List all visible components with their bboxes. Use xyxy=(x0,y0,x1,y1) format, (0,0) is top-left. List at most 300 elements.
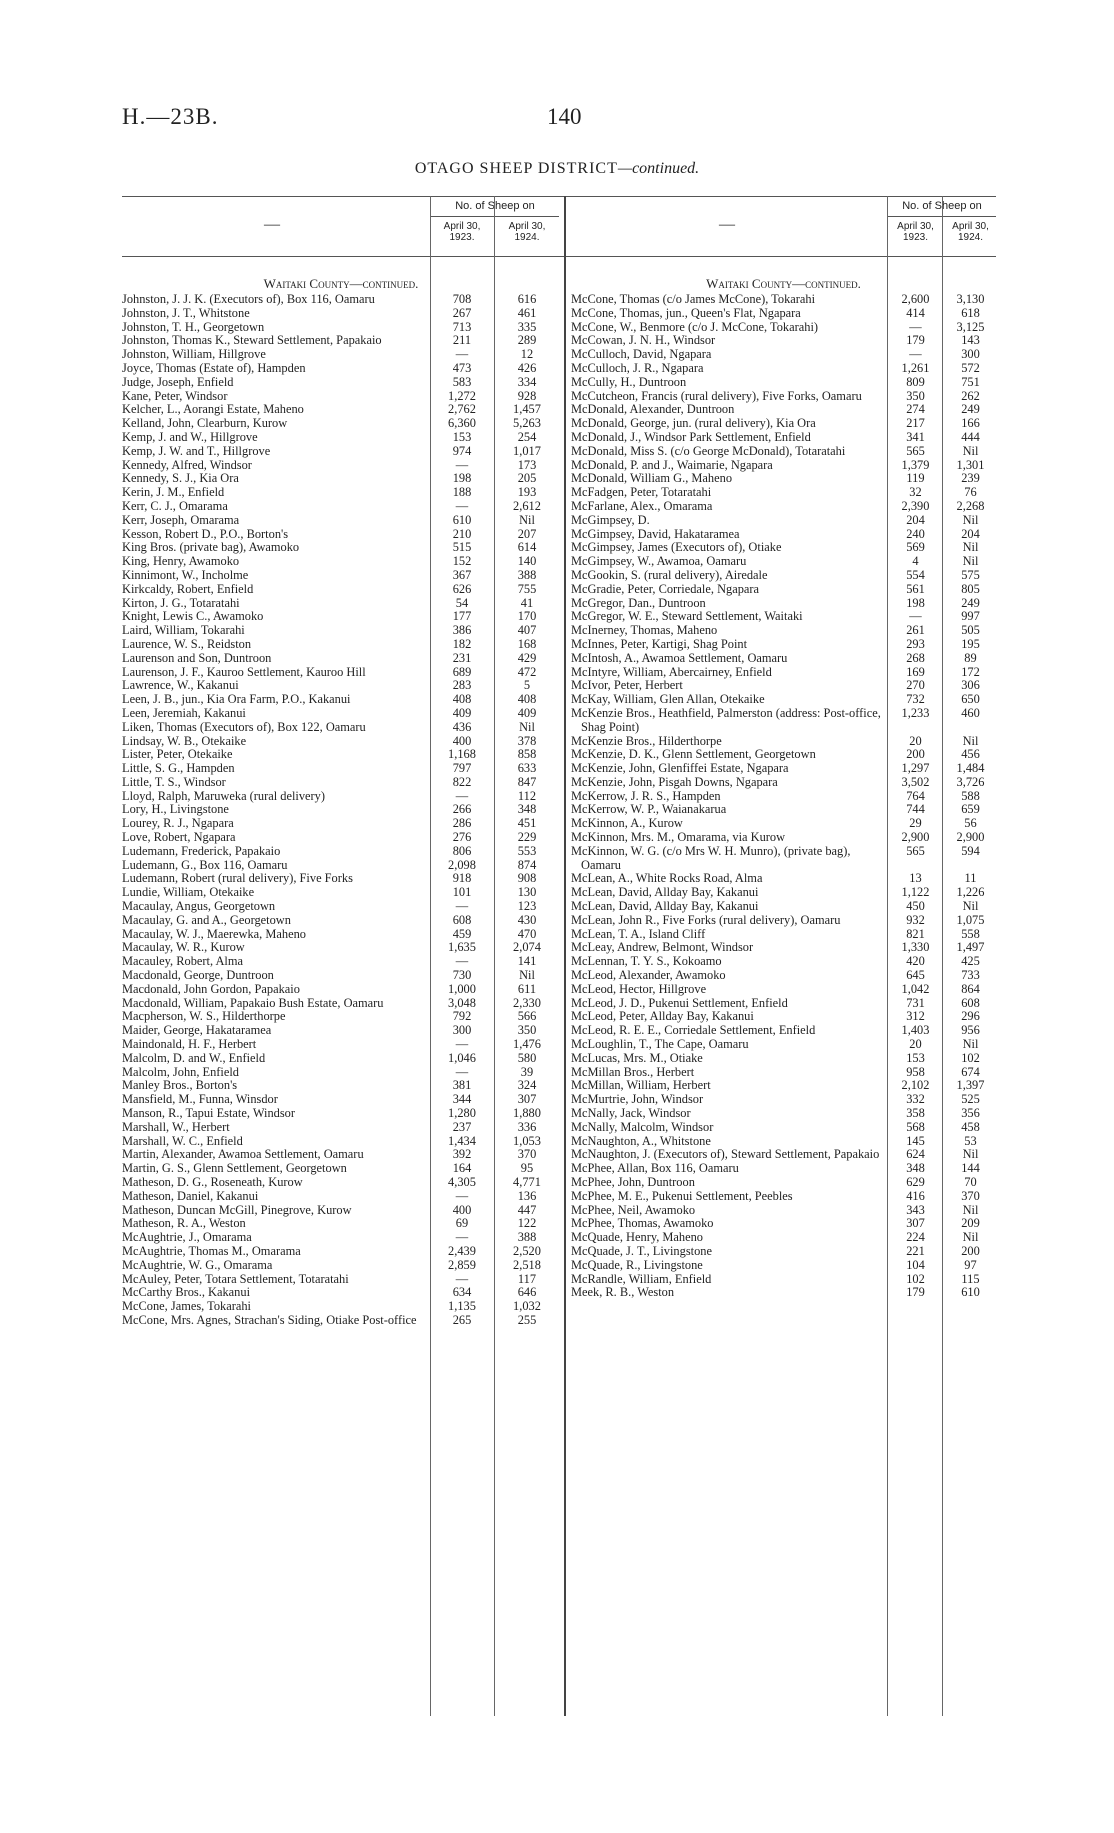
sheep-count-1924: 407 xyxy=(517,623,537,638)
sheep-count-1924: 956 xyxy=(961,1023,980,1038)
sheep-count-1923: 2,859 xyxy=(448,1257,476,1272)
sheep-count-1923: 307 xyxy=(906,1216,925,1231)
owner-name: McCarthy Bros., Kakanui xyxy=(122,1285,251,1300)
table-row xyxy=(122,321,560,335)
table-row xyxy=(122,1259,560,1273)
left-column-header xyxy=(122,196,560,256)
sheep-count-1923: 1,434 xyxy=(448,1133,476,1148)
sheep-count-1924: 53 xyxy=(964,1133,977,1148)
sheep-count-1924: Nil xyxy=(962,733,979,748)
sheep-count-1923: 261 xyxy=(906,623,925,638)
sheep-count-1923: 2,390 xyxy=(901,498,930,513)
table-row xyxy=(571,928,996,942)
owner-name: McKerrow, W. P., Waianakarua xyxy=(571,802,727,817)
owner-name: Macaulay, W. R., Kurow xyxy=(122,940,245,955)
sheep-count-1924: 864 xyxy=(961,981,980,996)
sheep-count-1924: 117 xyxy=(517,1271,537,1286)
sheep-count-1924: 130 xyxy=(517,885,537,900)
sheep-count-1923: 386 xyxy=(452,623,472,638)
sheep-count-1923: 822 xyxy=(452,774,472,789)
sheep-count-1923: 152 xyxy=(452,554,472,569)
sheep-count-1924: 3,726 xyxy=(956,774,985,789)
owner-name: McLeod, Hector, Hillgrove xyxy=(571,981,707,996)
table-row xyxy=(122,1135,560,1149)
owner-name: McPhee, Neil, Awamoko xyxy=(571,1202,696,1217)
owner-name: Ludemann, G., Box 116, Oamaru xyxy=(122,857,288,872)
sheep-count-1923: 1,635 xyxy=(448,940,476,955)
table-row xyxy=(122,417,560,431)
sheep-count-1923: 1,272 xyxy=(448,388,476,403)
name-column-heading: — xyxy=(719,216,735,233)
sheep-count-1923: — xyxy=(455,347,469,362)
sheep-count-1923: 1,135 xyxy=(448,1299,476,1314)
owner-name: McLean, David, Allday Bay, Kakanui xyxy=(571,899,759,914)
table-row xyxy=(122,555,560,569)
owner-name: McLennan, T. Y. S., Kokoamo xyxy=(571,954,722,969)
sheep-count-1923: 400 xyxy=(452,1202,472,1217)
sheep-count-1924: 1,032 xyxy=(513,1299,541,1314)
owner-name: Macpherson, W. S., Hilderthorpe xyxy=(122,1009,286,1024)
sheep-count-1924: 356 xyxy=(961,1106,980,1121)
sheep-count-1924: 751 xyxy=(961,374,980,389)
owner-name: Kerin, J. M., Enfield xyxy=(122,485,225,500)
sheep-count-1924: 172 xyxy=(961,664,980,679)
sheep-count-1923: 221 xyxy=(906,1243,925,1258)
sheep-count-1923: 13 xyxy=(909,871,922,886)
owner-name: McGimpsey, David, Hakataramea xyxy=(571,526,740,541)
sheep-count-1924: 209 xyxy=(961,1216,980,1231)
sheep-count-1924: Nil xyxy=(962,1147,979,1162)
sheep-count-1924: 614 xyxy=(517,540,537,555)
year-1924-heading: April 30, 1924. xyxy=(952,221,989,243)
table-row xyxy=(122,597,560,611)
table-row xyxy=(122,859,560,873)
table-row xyxy=(122,1231,560,1245)
sheep-count-1923: 645 xyxy=(906,968,925,983)
sheep-count-1923: 932 xyxy=(906,912,925,927)
table-row xyxy=(122,748,560,762)
table-row xyxy=(122,955,560,969)
owner-name: McQuade, Henry, Maheno xyxy=(571,1230,704,1245)
owner-name: Macdonald, George, Duntroon xyxy=(122,968,274,983)
owner-name: Laird, William, Tokarahi xyxy=(122,623,245,638)
sheep-count-1924: 1,017 xyxy=(513,443,541,458)
sheep-count-1924: 2,074 xyxy=(513,940,541,955)
owner-name: Johnston, T. H., Georgetown xyxy=(122,319,265,334)
table-row xyxy=(571,955,996,969)
sheep-count-1923: 1,297 xyxy=(901,761,930,776)
sheep-count-1924: 566 xyxy=(517,1009,537,1024)
sheep-count-1923: 210 xyxy=(452,526,472,541)
owner-name: McDonald, Alexander, Duntroon xyxy=(571,402,735,417)
district-title xyxy=(0,160,1114,178)
sheep-count-1923: 20 xyxy=(909,1037,922,1052)
sheep-count-1923: 958 xyxy=(906,1064,925,1079)
sheep-count-1923: — xyxy=(455,1188,469,1203)
district-title-text: OTAGO SHEEP DISTRICT xyxy=(414,160,618,177)
sheep-count-1924: 348 xyxy=(517,802,537,817)
sheep-count-1924: 70 xyxy=(964,1175,977,1189)
sheep-count-1923: 153 xyxy=(906,1050,925,1065)
sheep-count-1923: 179 xyxy=(906,1285,925,1300)
owner-name: McCulloch, David, Ngapara xyxy=(571,347,712,362)
owner-name: Laurenson, J. F., Kauroo Settlement, Kauroo Hill xyxy=(122,664,366,679)
year-1923-heading: April 30, 1923. xyxy=(443,221,481,243)
sheep-count-group-heading: No. of Sheep on xyxy=(902,200,982,212)
sheep-count-1924: 2,900 xyxy=(956,830,985,845)
sheep-count-1923: 624 xyxy=(906,1147,925,1162)
sheep-count-1924: 616 xyxy=(517,292,537,306)
sheep-count-1923: 224 xyxy=(906,1230,925,1245)
table-row xyxy=(122,1245,560,1259)
sheep-count-1923: 809 xyxy=(906,374,925,389)
sheep-count-1924: 608 xyxy=(961,995,980,1010)
owner-name: Lory, H., Livingstone xyxy=(122,802,229,817)
table-row xyxy=(122,431,560,445)
sheep-count-1924: 1,497 xyxy=(956,940,985,955)
table-row xyxy=(571,1190,996,1204)
sheep-count-1923: — xyxy=(455,457,469,472)
sheep-count-1924: 306 xyxy=(961,678,980,693)
owner-name: Lawrence, W., Kakanui xyxy=(122,678,239,693)
table-row xyxy=(571,1093,996,1107)
table-row xyxy=(571,514,996,528)
owner-name: Liken, Thomas (Executors of), Box 122, Oamaru xyxy=(122,719,366,734)
table-row xyxy=(571,445,996,459)
sheep-count-1924: 168 xyxy=(517,636,537,651)
sheep-count-1923: 283 xyxy=(452,678,472,693)
owner-name: Lister, Peter, Otekaike xyxy=(122,747,233,762)
owner-name: McPhee, John, Duntroon xyxy=(571,1175,695,1189)
sheep-count-1923: 3,502 xyxy=(901,774,930,789)
owner-name: Malcolm, John, Enfield xyxy=(122,1064,240,1079)
owner-name: Kelland, John, Clearburn, Kurow xyxy=(122,416,288,431)
table-row xyxy=(122,1300,560,1314)
sheep-count-1923: 293 xyxy=(906,636,925,651)
table-row xyxy=(571,610,996,624)
sheep-count-1923: 286 xyxy=(452,816,472,831)
owner-name: McKenzie, John, Glenfiffei Estate, Ngapara xyxy=(571,761,789,776)
sheep-count-1923: 1,168 xyxy=(448,747,476,762)
sheep-count-1924: 451 xyxy=(517,816,537,831)
owner-name: McGimpsey, James (Executors of), Otiake xyxy=(571,540,782,555)
sheep-count-1923: 1,379 xyxy=(901,457,930,472)
owner-name: McMillan Bros., Herbert xyxy=(571,1064,695,1079)
sheep-count-1924: 575 xyxy=(961,567,980,582)
table-row xyxy=(122,1079,560,1093)
sheep-count-1924: 370 xyxy=(517,1147,537,1162)
sheep-count-1923: 450 xyxy=(906,899,925,914)
owner-name: McQuade, J. T., Livingstone xyxy=(571,1243,712,1258)
owner-name: Kennedy, S. J., Kia Ora xyxy=(122,471,239,486)
table-row xyxy=(571,762,996,776)
sheep-count-1923: 732 xyxy=(906,692,925,707)
owner-name: King Bros. (private bag), Awamoko xyxy=(122,540,300,555)
table-row xyxy=(571,1148,996,1162)
sheep-count-1924: 335 xyxy=(517,319,537,334)
owner-name: Kane, Peter, Windsor xyxy=(122,388,228,403)
table-row xyxy=(571,666,996,680)
sheep-count-1923: 164 xyxy=(452,1161,472,1176)
sheep-count-1924: Nil xyxy=(962,554,979,569)
sheep-count-1923: 182 xyxy=(452,636,472,651)
sheep-count-1923: 792 xyxy=(452,1009,472,1024)
table-row xyxy=(122,638,560,652)
owner-name: McDonald, J., Windsor Park Settlement, Enfield xyxy=(571,429,811,444)
owner-name: McGregor, W. E., Steward Settlement, Waitaki xyxy=(571,609,803,624)
sheep-count-1924: 1,053 xyxy=(513,1133,541,1148)
owner-name: Manson, R., Tapui Estate, Windsor xyxy=(122,1106,296,1121)
sheep-count-1923: 69 xyxy=(455,1216,469,1231)
table-row xyxy=(571,1204,996,1218)
owner-name: Laurenson and Son, Duntroon xyxy=(122,650,272,665)
owner-name: McQuade, R., Livingstone xyxy=(571,1257,703,1272)
table-row xyxy=(571,1107,996,1121)
sheep-count-1923: 265 xyxy=(452,1312,472,1327)
owner-name: McLeod, R. E. E., Corriedale Settlement, Enfield xyxy=(571,1023,816,1038)
table-row xyxy=(122,941,560,955)
sheep-count-1923: 211 xyxy=(452,333,472,348)
table-row xyxy=(571,528,996,542)
sheep-count-1924: 908 xyxy=(517,871,537,886)
owner-name: Little, T. S., Windsor xyxy=(122,774,226,789)
sheep-count-1924: 378 xyxy=(517,733,537,748)
owner-name: McLeod, J. D., Pukenui Settlement, Enfield xyxy=(571,995,788,1010)
owner-name: McIvor, Peter, Herbert xyxy=(571,678,683,693)
table-row xyxy=(571,334,996,348)
table-row xyxy=(122,472,560,486)
sheep-count-1923: 267 xyxy=(452,305,472,320)
table-row xyxy=(122,624,560,638)
owner-name: Manley Bros., Borton's xyxy=(122,1078,238,1093)
table-row xyxy=(122,1176,560,1190)
sheep-count-1923: 358 xyxy=(906,1106,925,1121)
sheep-count-1923: 231 xyxy=(452,650,472,665)
owner-name: McGradie, Peter, Corriedale, Ngapara xyxy=(571,581,760,596)
sheep-count-1923: 217 xyxy=(906,416,925,431)
table-row xyxy=(122,721,560,735)
sheep-count-1924: 112 xyxy=(517,788,537,803)
table-row xyxy=(122,1217,560,1231)
sheep-count-1924: 3,125 xyxy=(956,319,985,334)
sheep-count-1924: 249 xyxy=(961,402,980,417)
owner-name: Kemp, J. and W., Hillgrove xyxy=(122,429,258,444)
table-row xyxy=(571,941,996,955)
owner-name: Kinnimont, W., Incholme xyxy=(122,567,249,582)
sheep-count-1924: 755 xyxy=(517,581,537,596)
owner-name: Ludemann, Robert (rural delivery), Five Forks xyxy=(122,871,353,886)
sheep-count-1924: 470 xyxy=(517,926,537,941)
sheep-count-1923: — xyxy=(909,609,922,624)
sheep-count-1924: 458 xyxy=(961,1119,980,1134)
owner-name: Joyce, Thomas (Estate of), Hampden xyxy=(122,360,306,375)
sheep-count-1923: 6,360 xyxy=(448,416,476,431)
sheep-count-1923: 2,439 xyxy=(448,1243,476,1258)
sheep-count-1924: 144 xyxy=(961,1161,980,1176)
sheep-count-1924: 1,397 xyxy=(956,1078,985,1093)
sheep-count-1924: 460 xyxy=(961,705,980,720)
table-row xyxy=(571,500,996,514)
sheep-count-1924: 255 xyxy=(517,1312,537,1327)
owner-name: McKinnon, Mrs. M., Omarama, via Kurow xyxy=(571,830,786,845)
left-column xyxy=(122,196,560,1690)
sheep-count-1923: 473 xyxy=(452,360,472,375)
sheep-count-1923: 515 xyxy=(452,540,472,555)
owner-name: Lindsay, W. B., Otekaike xyxy=(122,733,247,748)
sheep-count-1923: 1,330 xyxy=(901,940,930,955)
sheep-count-1924: 2,268 xyxy=(956,498,985,513)
sheep-count-1924: 350 xyxy=(517,1023,537,1038)
sheep-count-1924: Nil xyxy=(962,899,979,914)
table-row xyxy=(571,1162,996,1176)
table-row xyxy=(571,707,996,735)
sheep-count-1924: 193 xyxy=(517,485,537,500)
sheep-count-1923: 153 xyxy=(452,429,472,444)
owner-name: McNally, Malcolm, Windsor xyxy=(571,1119,714,1134)
sheep-count-1923: 708 xyxy=(452,292,472,306)
owner-name: McLean, A., White Rocks Road, Alma xyxy=(571,871,763,886)
owner-name: McNally, Jack, Windsor xyxy=(571,1106,691,1121)
table-row xyxy=(122,872,560,886)
right-column-header xyxy=(571,196,996,256)
table-row xyxy=(122,1010,560,1024)
sheep-count-1923: 276 xyxy=(452,830,472,845)
sheep-count-1924: 300 xyxy=(961,347,980,362)
table-row xyxy=(571,790,996,804)
sheep-count-1924: 1,226 xyxy=(956,885,985,900)
right-column xyxy=(571,196,996,1690)
sheep-count-1923: 713 xyxy=(452,319,472,334)
sheep-count-1923: 4 xyxy=(912,554,919,569)
owner-name: Maindonald, H. F., Herbert xyxy=(122,1037,257,1052)
owner-name: McLeay, Andrew, Belmont, Windsor xyxy=(571,940,754,955)
table-row xyxy=(571,1176,996,1190)
owner-name: McDonald, P. and J., Waimarie, Ngapara xyxy=(571,457,773,472)
owner-name: King, Henry, Awamoko xyxy=(122,554,240,569)
sheep-count-1924: 204 xyxy=(961,526,980,541)
sheep-count-1924: 254 xyxy=(517,429,537,444)
table-row xyxy=(122,776,560,790)
sheep-count-1924: 456 xyxy=(961,747,980,762)
owner-name: McMurtrie, John, Windsor xyxy=(571,1092,704,1107)
sheep-count-1924: 39 xyxy=(520,1064,534,1079)
sheep-count-1924: 858 xyxy=(517,747,537,762)
table-row xyxy=(122,334,560,348)
table-row xyxy=(571,900,996,914)
owner-name: McDonald, William G., Maheno xyxy=(571,471,733,486)
sheep-count-1924: 166 xyxy=(961,416,980,431)
table-row xyxy=(571,1066,996,1080)
sheep-count-1924: Nil xyxy=(962,1202,979,1217)
owner-name: Martin, Alexander, Awamoa Settlement, Oamaru xyxy=(122,1147,364,1162)
sheep-table xyxy=(122,196,996,1690)
table-row xyxy=(571,1245,996,1259)
sheep-count-1924: Nil xyxy=(519,719,535,734)
owner-name: Kesson, Robert D., P.O., Borton's xyxy=(122,526,289,541)
owner-name: McDonald, George, jun. (rural delivery), Kia Ora xyxy=(571,416,816,431)
sheep-count-1924: 444 xyxy=(961,429,980,444)
owner-name: McCone, James, Tokarahi xyxy=(122,1299,251,1314)
sheep-count-1924: 633 xyxy=(517,761,537,776)
sheep-count-1924: 572 xyxy=(961,360,980,375)
sheep-count-1924: 324 xyxy=(517,1078,537,1093)
table-row xyxy=(571,1259,996,1273)
page-number: 140 xyxy=(547,104,582,129)
table-row xyxy=(571,597,996,611)
owner-name: McKenzie, John, Pisgah Downs, Ngapara xyxy=(571,774,778,789)
owner-name: McCowan, J. N. H., Windsor xyxy=(571,333,716,348)
table-row xyxy=(122,983,560,997)
sheep-count-1923: 270 xyxy=(906,678,925,693)
sheep-count-1924: 2,612 xyxy=(513,498,541,513)
sheep-count-1923: 341 xyxy=(906,429,925,444)
sheep-count-1923: 237 xyxy=(452,1119,472,1134)
owner-name: McLean, David, Allday Bay, Kakanui xyxy=(571,885,759,900)
owner-name: McPhee, Allan, Box 116, Oamaru xyxy=(571,1161,739,1176)
owner-name: McLucas, Mrs. M., Otiake xyxy=(571,1050,703,1065)
owner-name: Matheson, D. G., Roseneath, Kurow xyxy=(122,1175,303,1189)
owner-name: McInnes, Peter, Kartigi, Shag Point xyxy=(571,636,748,651)
sheep-count-1923: 179 xyxy=(906,333,925,348)
table-row xyxy=(122,445,560,459)
sheep-count-1924: 426 xyxy=(517,360,537,375)
sheep-count-1923: 54 xyxy=(455,595,469,610)
sheep-count-group-heading: No. of Sheep on xyxy=(455,200,535,212)
sheep-count-1924: 195 xyxy=(961,636,980,651)
sheep-count-1924: 262 xyxy=(961,388,980,403)
table-row xyxy=(122,1052,560,1066)
table-row xyxy=(571,321,996,335)
sheep-count-1924: 122 xyxy=(517,1216,537,1231)
sheep-count-1924: 1,301 xyxy=(956,457,985,472)
sheep-count-1924: 425 xyxy=(961,954,980,969)
owner-name: McKay, William, Glen Allan, Otekaike xyxy=(571,692,765,707)
table-row xyxy=(122,693,560,707)
owner-name: Little, S. G., Hampden xyxy=(122,761,235,776)
sheep-count-1923: 583 xyxy=(452,374,472,389)
owner-name: McAughtrie, J., Omarama xyxy=(122,1230,252,1245)
section-heading: Waitaki County—continued. xyxy=(263,276,419,291)
sheep-count-1924: 650 xyxy=(961,692,980,707)
sheep-count-1923: 266 xyxy=(452,802,472,817)
table-row xyxy=(571,983,996,997)
owner-name: McCone, W., Benmore (c/o J. McCone, Tokarahi) xyxy=(571,319,819,334)
sheep-count-1923: 634 xyxy=(452,1285,472,1300)
table-row xyxy=(122,362,560,376)
sheep-count-1924: 334 xyxy=(517,374,537,389)
owner-name: Matheson, Daniel, Kakanui xyxy=(122,1188,259,1203)
sheep-count-1923: 268 xyxy=(906,650,925,665)
owner-name: McAughtrie, Thomas M., Omarama xyxy=(122,1243,301,1258)
sheep-count-1923: 1,000 xyxy=(448,981,476,996)
owner-name: Ludemann, Frederick, Papakaio xyxy=(122,843,281,858)
sheep-count-1923: 4,305 xyxy=(448,1175,476,1189)
sheep-count-1923: 392 xyxy=(452,1147,472,1162)
table-row xyxy=(571,679,996,693)
section-heading: Waitaki County—continued. xyxy=(706,276,861,291)
table-row xyxy=(571,390,996,404)
page-header xyxy=(122,104,992,144)
sheep-count-1923: 1,122 xyxy=(901,885,930,900)
table-row xyxy=(122,969,560,983)
table-row xyxy=(571,376,996,390)
table-row xyxy=(122,803,560,817)
owner-name: Marshall, W. C., Enfield xyxy=(122,1133,243,1148)
table-row xyxy=(122,666,560,680)
sheep-count-1924: 997 xyxy=(961,609,980,624)
table-row xyxy=(571,817,996,831)
sheep-count-1923: 1,261 xyxy=(901,360,930,375)
